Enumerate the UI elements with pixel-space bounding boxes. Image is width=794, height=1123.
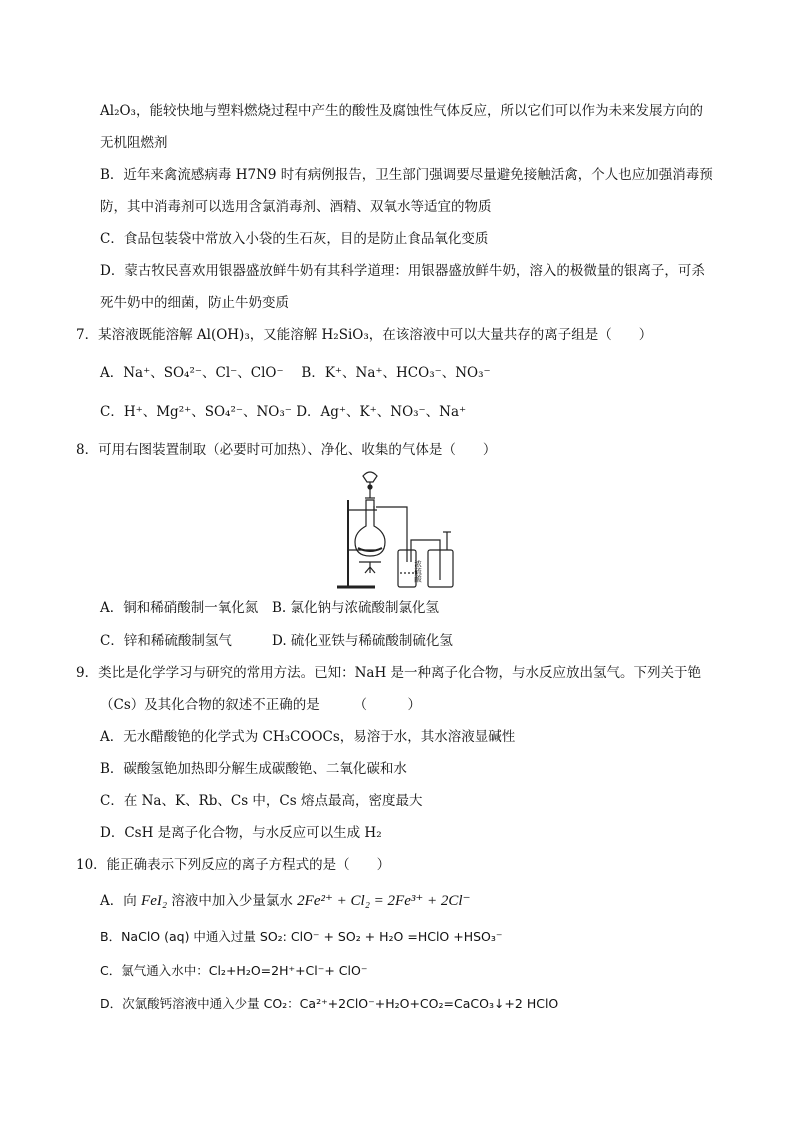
question-8-option-c: C．锌和稀硫酸制氢气 — [100, 633, 232, 649]
formula-equation-a: 2Fe²⁺ + Cl₂ = 2Fe³⁺ + 2Cl⁻ — [297, 893, 471, 909]
option-6C: C．食品包装袋中常放入小袋的生石灰，目的是防止食品氧化变质 — [100, 231, 489, 247]
option-a-prefix: A．向 — [100, 893, 137, 909]
question-9-line2: （Cs）及其化合物的叙述不正确的是 （ ） — [100, 697, 422, 713]
question-8-option-d: D. 硫化亚铁与稀硫酸制硫化氢 — [272, 633, 453, 649]
question-7: 7．某溶液既能溶解 Al(OH)₃，又能溶解 H₂SiO₃，在该溶液中可以大量共存的离子组是（ ） — [76, 327, 653, 343]
question-9-option-b: B．碳酸氢铯加热即分解生成碳酸铯、二氧化碳和水 — [100, 761, 407, 777]
option-6B-line1: B．近年来禽流感病毒 H7N9 时有病例报告，卫生部门强调要尽量避免接触活禽，个人也应加强消毒预 — [100, 167, 713, 183]
question-8-option-b: B. 氯化钠与浓硫酸制氯化氢 — [272, 600, 440, 616]
question-10-option-a — [100, 891, 471, 911]
line-1: Al₂O₃，能较快地与塑料燃烧过程中产生的酸性及腐蚀性气体反应，所以它们可以作为未来发展方向的 — [100, 103, 703, 119]
question-10-option-d: D．次氯酸钙溶液中通入少量 CO₂：Ca²⁺+2ClO⁻+H₂O+CO₂=CaCO₃↓+2 HClO — [100, 996, 559, 1011]
question-10-option-b: B．NaClO (aq) 中通入过量 SO₂: ClO⁻ + SO₂ + H₂O =HClO +HSO₃⁻ — [100, 929, 503, 944]
line-2: 无机阻燃剂 — [100, 135, 168, 151]
question-8: 8．可用右图装置制取（必要时可加热）、净化、收集的气体是（ ） — [76, 442, 497, 458]
question-10: 10．能正确表示下列反应的离子方程式的是（ ） — [76, 857, 391, 873]
question-8-option-a: A．铜和稀硝酸制一氧化氮 — [100, 600, 259, 616]
question-9-option-c: C．在 Na、K、Rb、Cs 中，Cs 熔点最高，密度最大 — [100, 793, 423, 809]
option-6D-line2: 死牛奶中的细菌，防止牛奶变质 — [100, 295, 289, 311]
question-9-option-d: D．CsH 是离子化合物，与水反应可以生成 H₂ — [100, 825, 382, 841]
option-a-middle: 溶液中加入少量氯水 — [171, 893, 293, 909]
bottle-label: 浓硫酸 — [413, 560, 423, 583]
question-7-options-cd: C．H⁺、Mg²⁺、SO₄²⁻、NO₃⁻ D．Ag⁺、K⁺、NO₃⁻、Na⁺ — [100, 404, 467, 420]
option-6B-line2: 防，其中消毒剂可以选用含氯消毒剂、酒精、双氧水等适宜的物质 — [100, 199, 492, 215]
apparatus-figure — [335, 470, 460, 592]
question-10-option-c: C．氯气通入水中：Cl₂+H₂O=2H⁺+Cl⁻+ ClO⁻ — [100, 963, 368, 978]
option-6D-line1: D．蒙古牧民喜欢用银器盛放鲜牛奶有其科学道理：用银器盛放鲜牛奶，溶入的极微量的银离子，可杀 — [100, 263, 705, 279]
formula-fei2: FeI₂ — [141, 893, 168, 909]
question-9-option-a: A．无水醋酸铯的化学式为 CH₃COOCs，易溶于水，其水溶液显碱性 — [100, 729, 516, 745]
question-9-line1: 9．类比是化学学习与研究的常用方法。已知：NaH 是一种离子化合物，与水反应放出氢气。下列关于铯 — [76, 665, 702, 681]
question-7-options-ab: A．Na⁺、SO₄²⁻、Cl⁻、ClO⁻ B．K⁺、Na⁺、HCO₃⁻、NO₃⁻ — [100, 365, 491, 381]
